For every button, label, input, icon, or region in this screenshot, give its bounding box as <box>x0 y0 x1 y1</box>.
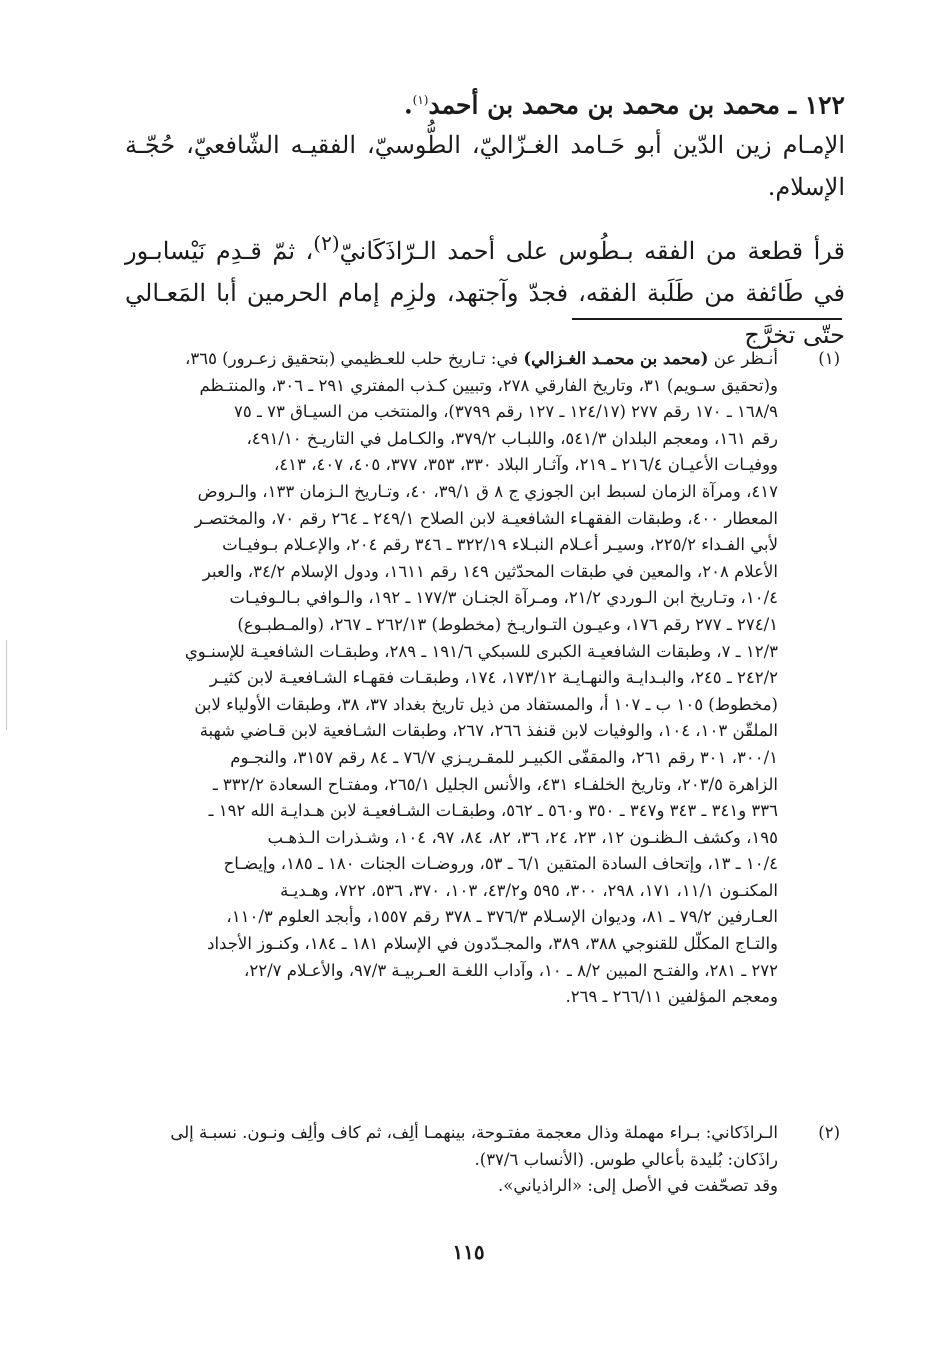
footnote-ref-1[interactable]: (١) <box>412 93 429 107</box>
footnote-line <box>108 346 778 373</box>
footnote-1-line-0: في: تـاريخ حلب للعـظيمي (بتحقيق زعـرور) ٣٦٥، <box>185 349 524 368</box>
footnote-2-line-0: الـراذَكاني: بـراء مهملة وذال معجمة مفتـوحة، بينهمـا ألِف، ثم كاف وألِف ونـون. نسبـة إلى <box>170 1123 778 1142</box>
footnote-1-line-4: ووفيـات الأعيـان ٢١٦/٤ ـ ٢١٩، وآثـار البلاد ٣٣٠، ٣٥٣، ٣٧٧، ٤٠٥، ٤٠٧، ٤١٣، <box>273 455 778 475</box>
footnote-1-line-3: رقم ١٦١، ومعجم البلدان ٥٤١/٣، واللبـاب ٣٧٩/٢، والكـامل في التاريـخ ٤٩١/١٠، <box>246 428 778 448</box>
footnote-2 <box>108 1120 838 1200</box>
scan-edge-mark <box>6 640 7 730</box>
footnote-2-number: (٢) <box>818 1123 840 1142</box>
footnote-1-line-13: (مخطوط) ١٠٥ ب ـ ١٠٧ أ، والمستفاد من ذيل تاريخ بغداد ٣٧، ٣٨، وطبقات الأولياء لابن <box>194 694 778 714</box>
footnote-separator <box>572 318 842 320</box>
paragraph-2-text-b: ، ثمّ قـدِم نَيْسابـور في طَائفة من طَلَبة الفقه، فجدّ وآجتهد، ولزِم إمام الحرمين أبا المَعـالي حتّى تخرَّج <box>125 237 845 349</box>
footnote-1-line-19: ١٠/٤ ـ ١٣، وإتحاف السادة المتقين ٦/١ ـ ٥٣، وروضـات الجنات ١٨٠ ـ ١٨٥، وإيضـاح <box>223 854 778 874</box>
footnote-1-line-12: ٢٤٢/٢ ـ ٢٤٥، والبـدايـة والنهـايـة ١٧٣/١٢، ١٧٤، وطبقـات فقهـاء الشـافعيـة لابن كثيـر <box>209 668 778 688</box>
footnote-1-line-22: والتـاج المكلّل للقنوجي ٣٨٨، ٣٨٩، والمجـدّدون في الإسلام ١٨١ ـ ١٨٤، وكنـوز الأجداد <box>207 934 778 954</box>
footnote-1-line-2: ١٦٨/٩ ـ ١٧٠ رقم ٢٧٧ (١٢٤/١٧ ـ ١٢٧ رقم ٣٧٩٩)، والمنتخب من السيـاق ٧٣ ـ ٧٥ <box>234 402 778 422</box>
footnote-1-line-17: ٣٣٦ و٣٤١ ـ ٣٤٣ و٣٤٧ ـ ٣٥٠ و٥٦٠ ـ ٥٦٢، وطبقـات الشـافعيـة لابن هـدايـة الله ١٩٢ ـ <box>208 801 778 821</box>
footnote-2-text <box>108 1120 778 1200</box>
footnote-1-line-1: و(تحقيق سـويم) ٣١، وتاريخ الفارقي ٢٧٨، وتبيين كـذب المفتري ٢٩١ ـ ٣٠٦، والمنتـظم <box>199 375 778 395</box>
footnote-1-line-11: ١٢/٣ ـ ٧، وطبقات الشافعيـة الكبرى للسبكي ١٩١/٦ ـ ٢٨٩، وطبقـات الشافعيـة للإسنـوي <box>184 641 778 661</box>
paragraph-1: الإمـام زين الدّين أبو حَـامد الغـزّاليّ، الطُّوسيّ، الفقيـه الشّافعيّ، حُجّـة الإسلام. <box>125 131 845 201</box>
entry-title-period: . <box>403 90 413 120</box>
footnote-1-line-24: ومعجم المؤلفين ٢٦٦/١١ ـ ٢٦٩. <box>565 987 778 1007</box>
footnote-1-line-15: ٣٠٠/١، ٣٠١ رقم ٢٦١، والمقفّى الكبيـر للمقـريـزي ٧٦/٧ ـ ٨٤ رقم ٣١٥٧، والنجـوم <box>230 747 778 767</box>
footnote-1-line-18: ١٩٥، وكشف الـظنـون ١٢، ٢٣، ٢٤، ٣٦، ٨٢، ٨٤، ٩٧، ١٠٤، وشـذرات الـذهـب <box>267 827 778 847</box>
paragraph-2 <box>125 222 845 356</box>
footnote-1-number: (١) <box>818 349 840 368</box>
footnote-1-line-10: ٢٧٤/١ ـ ٢٧٧ رقم ١٧٦، وعيـون التـواريـخ (مخطوط) ٢٦٢/١٣ ـ ٢٦٧، (والمـطبـوع) <box>237 614 778 634</box>
footnote-2-line-1: راذَكان: بُليدة بأعالي طوس. (الأنساب ٣٧/٦). <box>474 1149 778 1169</box>
footnote-1-text <box>108 346 778 1011</box>
footnote-1-line-16: الزاهرة ٢٠٣/٥، وتاريخ الخلفـاء ٤٣١، والأنس الجليل ٢٦٥/١، ومفتـاح السعادة ٣٣٢/٢ ـ <box>212 774 778 794</box>
footnote-1-line-20: المكنـون ١١/١، ١٧١، ٢٩٨، ٣٠٠، ٥٩٥ و٤٣/٢، ١٠٣، ٣٧٠، ٥٣٦، ٧٢٢، وهـديـة <box>280 880 778 900</box>
footnote-1-line-7: لأبي الفـداء ٢٢٥/٢، وسيـر أعـلام النبـلاء ٣٢٢/١٩ ـ ٣٤٦ رقم ٢٠٤، والإعـلام بـوفيـات <box>222 535 778 555</box>
footnote-1-line-21: العـارفين ٧٩/٢ ـ ٨١، وديوان الإسـلام ٣٧٦/٣ ـ ٣٧٨ رقم ١٥٥٧، وأبجد العلوم ١١٠/٣، <box>226 907 778 927</box>
page-number: ١١٥ <box>452 1240 485 1264</box>
paragraph-2-text-a: قرأ قطعة من الفقه بـطُوس على أحمد الـرّاذَكَانيّ <box>339 237 845 265</box>
footnote-2-line-2: وقد تصحّفت في الأصل إلى: «الراذياني». <box>498 1176 778 1196</box>
footnote-1-line-14: الملقّن ١٠٣، ١٠٤، والوفيات لابن قنفذ ٢٦٦، ٢٦٧، وطبقات الشـافعية لابن قـاضي شهبة <box>199 721 778 741</box>
footnote-1-line-23: ٢٧٢ ـ ٢٨١، والفتـح المبين ٨/٢ ـ ١٠، وآداب اللغـة العـربيـة ٩٧/٣، والأعـلام ٢٢/٧، <box>244 960 778 980</box>
footnote-1-line-8: الأعلام ٢٠٨، والمعين في طبقات المحدّثين ١٤٩ رقم ١٦١١، ودول الإسلام ٣٤/٢، والعبر <box>202 561 778 581</box>
entry-title <box>125 80 845 125</box>
footnote-1-line-6: المعطار ٤٠٠، وطبقات الفقهـاء الشافعيـة لابن الصلاح ٢٤٩/١ ـ ٢٦٤ رقم ٧٠، والمختصـر <box>194 508 778 528</box>
footnote-1 <box>108 346 838 1011</box>
footnote-1-subject: (محمد بن محمـد الغـزالي) <box>523 349 709 368</box>
footnote-ref-2[interactable]: (٢) <box>313 231 340 255</box>
footnote-1-line-9: ١٠/٤، وتـاريخ ابن الـوردي ٢١/٢، ومـرآة الجنـان ١٧٧/٣ ـ ١٩٢، والـوافي بـالـوفيـات <box>229 588 778 608</box>
entry-title-text: ١٢٢ ـ محمد بن محمد بن محمد بن أحمد <box>428 90 845 120</box>
footnote-1-line-5: ٤١٧، ومرآة الزمان لسبط ابن الجوزي ج ٨ ق ٣٩/١، ٤٠، وتـاريخ الـزمان ١٣٣، والـروض <box>197 481 778 501</box>
footnote-1-label-prefix: أنـظر عن <box>713 349 778 368</box>
